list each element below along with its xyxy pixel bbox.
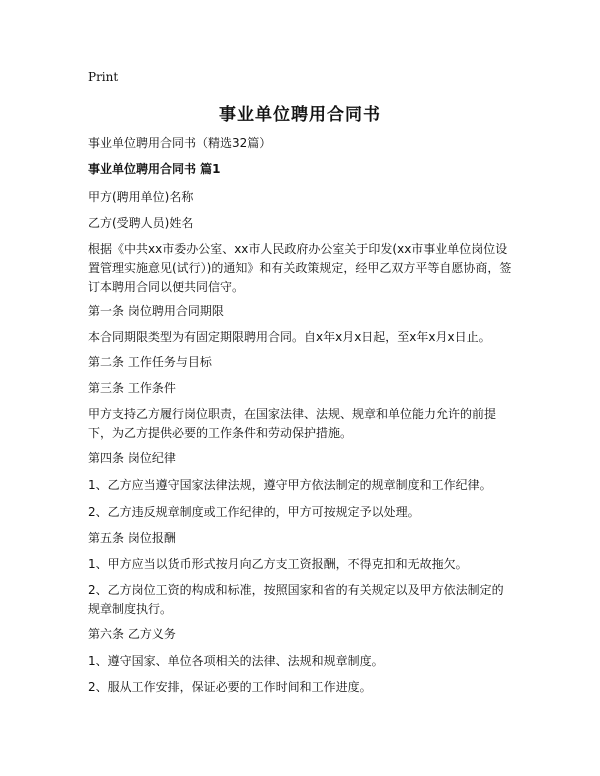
section-heading: 事业单位聘用合同书 篇1 [88,162,221,176]
article-6-item-2: 2、服从工作安排，保证必要的工作时间和工作进度。 [88,680,372,694]
article-6-heading: 第六条 乙方义务 [88,627,176,641]
article-1-heading: 第一条 岗位聘用合同期限 [88,304,224,318]
article-4-item-2: 2、乙方违反规章制度或工作纪律的，甲方可按规定予以处理。 [88,505,420,519]
paragraph-preamble: 根据《中共xx市委办公室、xx市人民政府办公室关于印发(xx市事业单位岗位设置管理实施意见(试行）)的通知》和有关政策规定，经甲乙双方平等自愿协商，签订本聘用合同以便共同信守。 [88,242,512,294]
article-4-heading: 第四条 岗位纪律 [88,451,176,465]
article-4-item-1: 1、乙方应当遵守国家法律法规，遵守甲方依法制定的规章制度和工作纪律。 [88,478,492,492]
article-2-heading: 第二条 工作任务与目标 [88,355,212,369]
article-5-item-2: 2、乙方岗位工资的构成和标准，按照国家和省的有关规定以及甲方依法制定的规章制度执行。 [88,583,504,616]
paragraph-employee-name: 乙方(受聘人员)姓名 [88,216,194,230]
paragraph-employer-name: 甲方(聘用单位)名称 [88,190,194,204]
article-3-heading: 第三条 工作条件 [88,381,176,395]
document-title: 事业单位聘用合同书 [219,105,381,125]
article-5-heading: 第五条 岗位报酬 [88,531,176,545]
article-3-text: 甲方支持乙方履行岗位职责，在国家法律、法规、规章和单位能力允许的前提下，为乙方提供必要的工作条件和劳动保护措施。 [88,407,497,440]
article-5-item-1: 1、甲方应当以货币形式按月向乙方支工资报酬，不得克扣和无故拖欠。 [88,557,468,571]
print-link[interactable]: Print [88,70,119,84]
article-1-text: 本合同期限类型为有固定期限聘用合同。自x年x月x日起，至x年x月x日止。 [88,330,491,344]
article-6-item-1: 1、遵守国家、单位各项相关的法律、法规和规章制度。 [88,654,384,668]
document-subtitle: 事业单位聘用合同书（精选32篇） [88,136,272,150]
